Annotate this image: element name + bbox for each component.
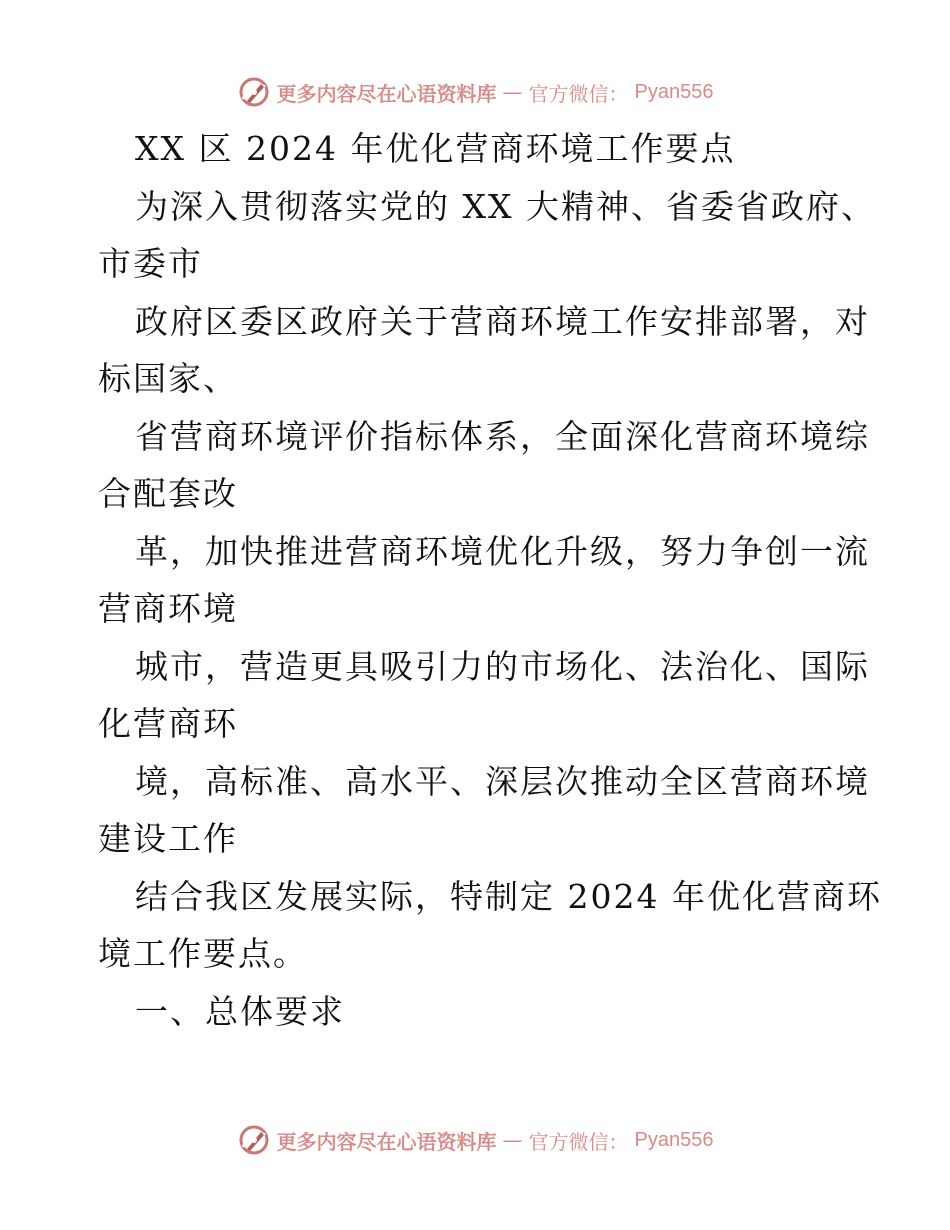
watermark-banner-bottom — [0, 1120, 950, 1160]
document-line: 结合我区发展实际，特制定 2024 年优化营商环 — [135, 876, 882, 916]
watermark-official-label: 官方微信： — [528, 81, 629, 106]
watermark-wechat-id: Pyan556 — [634, 1128, 714, 1151]
document-line: 政府区委区政府关于营商环境工作安排部署，对 — [135, 301, 870, 341]
watermark-wechat-id: Pyan556 — [634, 80, 714, 103]
watermark-banner-top — [0, 72, 950, 112]
document-line: 营商环境 — [98, 589, 238, 628]
document-line: 市委市 — [98, 244, 203, 283]
pen-swirl-logo-icon — [237, 75, 271, 109]
document-line: XX 区 2024 年优化营商环境工作要点 — [135, 129, 736, 168]
document-body — [98, 120, 882, 1040]
document-line: 一、总体要求 — [135, 991, 345, 1031]
document-line: 为深入贯彻落实党的 XX 大精神、省委省政府、 — [135, 186, 876, 226]
watermark-dash: — — [502, 1128, 523, 1152]
pen-swirl-logo-icon — [237, 1123, 271, 1157]
document-line: 合配套改 — [98, 474, 238, 513]
document-line: 境，高标准、高水平、深层次推动全区营商环境 — [135, 761, 870, 801]
document-line: 城市，营造更具吸引力的市场化、法治化、国际 — [135, 646, 870, 686]
watermark-official-label: 官方微信： — [528, 1129, 629, 1154]
document-line: 建设工作 — [98, 819, 238, 858]
document-line: 化营商环 — [98, 704, 238, 743]
watermark-brand-text: 更多内容尽在心语资料库 — [276, 1129, 497, 1154]
document-line: 省营商环境评价指标体系，全面深化营商环境综 — [135, 416, 870, 456]
document-line: 标国家、 — [98, 359, 238, 398]
watermark-dash: — — [502, 80, 523, 104]
document-line: 境工作要点。 — [98, 934, 308, 973]
document-line: 革，加快推进营商环境优化升级，努力争创一流 — [135, 531, 870, 571]
watermark-brand-text: 更多内容尽在心语资料库 — [276, 81, 497, 106]
